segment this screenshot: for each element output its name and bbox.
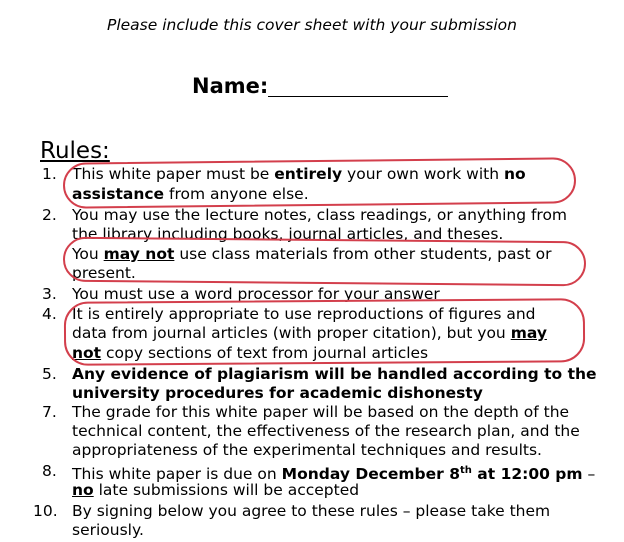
highlight-oval-rule-2 <box>63 237 586 287</box>
rule-number: 2. <box>42 206 57 224</box>
rule-10-line-1: By signing below you agree to these rules – please take them <box>72 502 551 520</box>
rule-number: 10. <box>33 502 58 520</box>
rule-number: 4. <box>42 305 57 323</box>
rule-3-line-1: You must use a word processor for your answer <box>72 285 440 303</box>
rule-5-line-2: university procedures for academic dishonesty <box>72 384 483 402</box>
rule-number: 5. <box>42 365 57 383</box>
rule-number: 7. <box>42 403 57 421</box>
rule-2-line-4: present. <box>72 264 136 282</box>
rule-text: This white paper is due on <box>72 465 282 484</box>
rule-text: This white paper must be <box>72 165 275 183</box>
rule-emphasis: entirely <box>274 165 343 183</box>
due-time: at 12:00 pm <box>471 465 583 484</box>
due-date: Monday December 8 <box>281 465 460 484</box>
rule-emphasis: may <box>510 324 547 342</box>
rule-text: copy sections of text from journal articles <box>101 344 429 362</box>
rule-7-line-3: appropriateness of the experimental techniques and results. <box>72 441 542 459</box>
rule-text: late submissions will be accepted <box>93 481 360 499</box>
name-label: Name: <box>192 74 269 98</box>
rule-5-line-1: Any evidence of plagiarism will be handled according to the <box>72 365 597 383</box>
rule-text: use class materials from other students, past or <box>174 245 552 263</box>
name-blank-line <box>268 96 448 97</box>
rule-text: from anyone else. <box>164 185 309 203</box>
rule-number: 8. <box>42 462 57 480</box>
rule-2-line-2: the library including books, journal articles, and theses. <box>72 225 504 243</box>
rule-text: your own work with <box>342 165 504 183</box>
cover-sheet-header: Please include this cover sheet with your submission <box>106 16 517 34</box>
rule-4-line-1: It is entirely appropriate to use reproductions of figures and <box>72 305 536 323</box>
rule-emphasis: no <box>72 481 94 499</box>
rule-emphasis: no <box>503 165 526 183</box>
highlight-oval-rule-4 <box>64 298 585 366</box>
rule-number: 1. <box>42 165 57 183</box>
date-ordinal-suffix: th <box>460 465 472 476</box>
rule-2-line-1: You may use the lecture notes, class readings, or anything from <box>72 206 568 224</box>
rule-emphasis: assistance <box>72 185 165 203</box>
rule-7-line-1: The grade for this white paper will be based on the depth of the <box>72 403 570 421</box>
rule-text: – <box>582 465 596 484</box>
rule-number: 3. <box>42 285 57 303</box>
rule-emphasis: may not <box>103 245 175 263</box>
rule-7-line-2: technical content, the effectiveness of the research plan, and the <box>72 422 580 440</box>
rules-title: Rules: <box>40 138 110 164</box>
rule-emphasis: not <box>72 344 102 362</box>
rule-text: You <box>72 245 104 263</box>
highlight-oval-rule-1 <box>63 157 576 208</box>
rule-text: data from journal articles (with proper citation), but you <box>72 324 511 342</box>
rule-8-line-2 <box>72 480 359 500</box>
rule-10-line-2: seriously. <box>72 521 144 539</box>
